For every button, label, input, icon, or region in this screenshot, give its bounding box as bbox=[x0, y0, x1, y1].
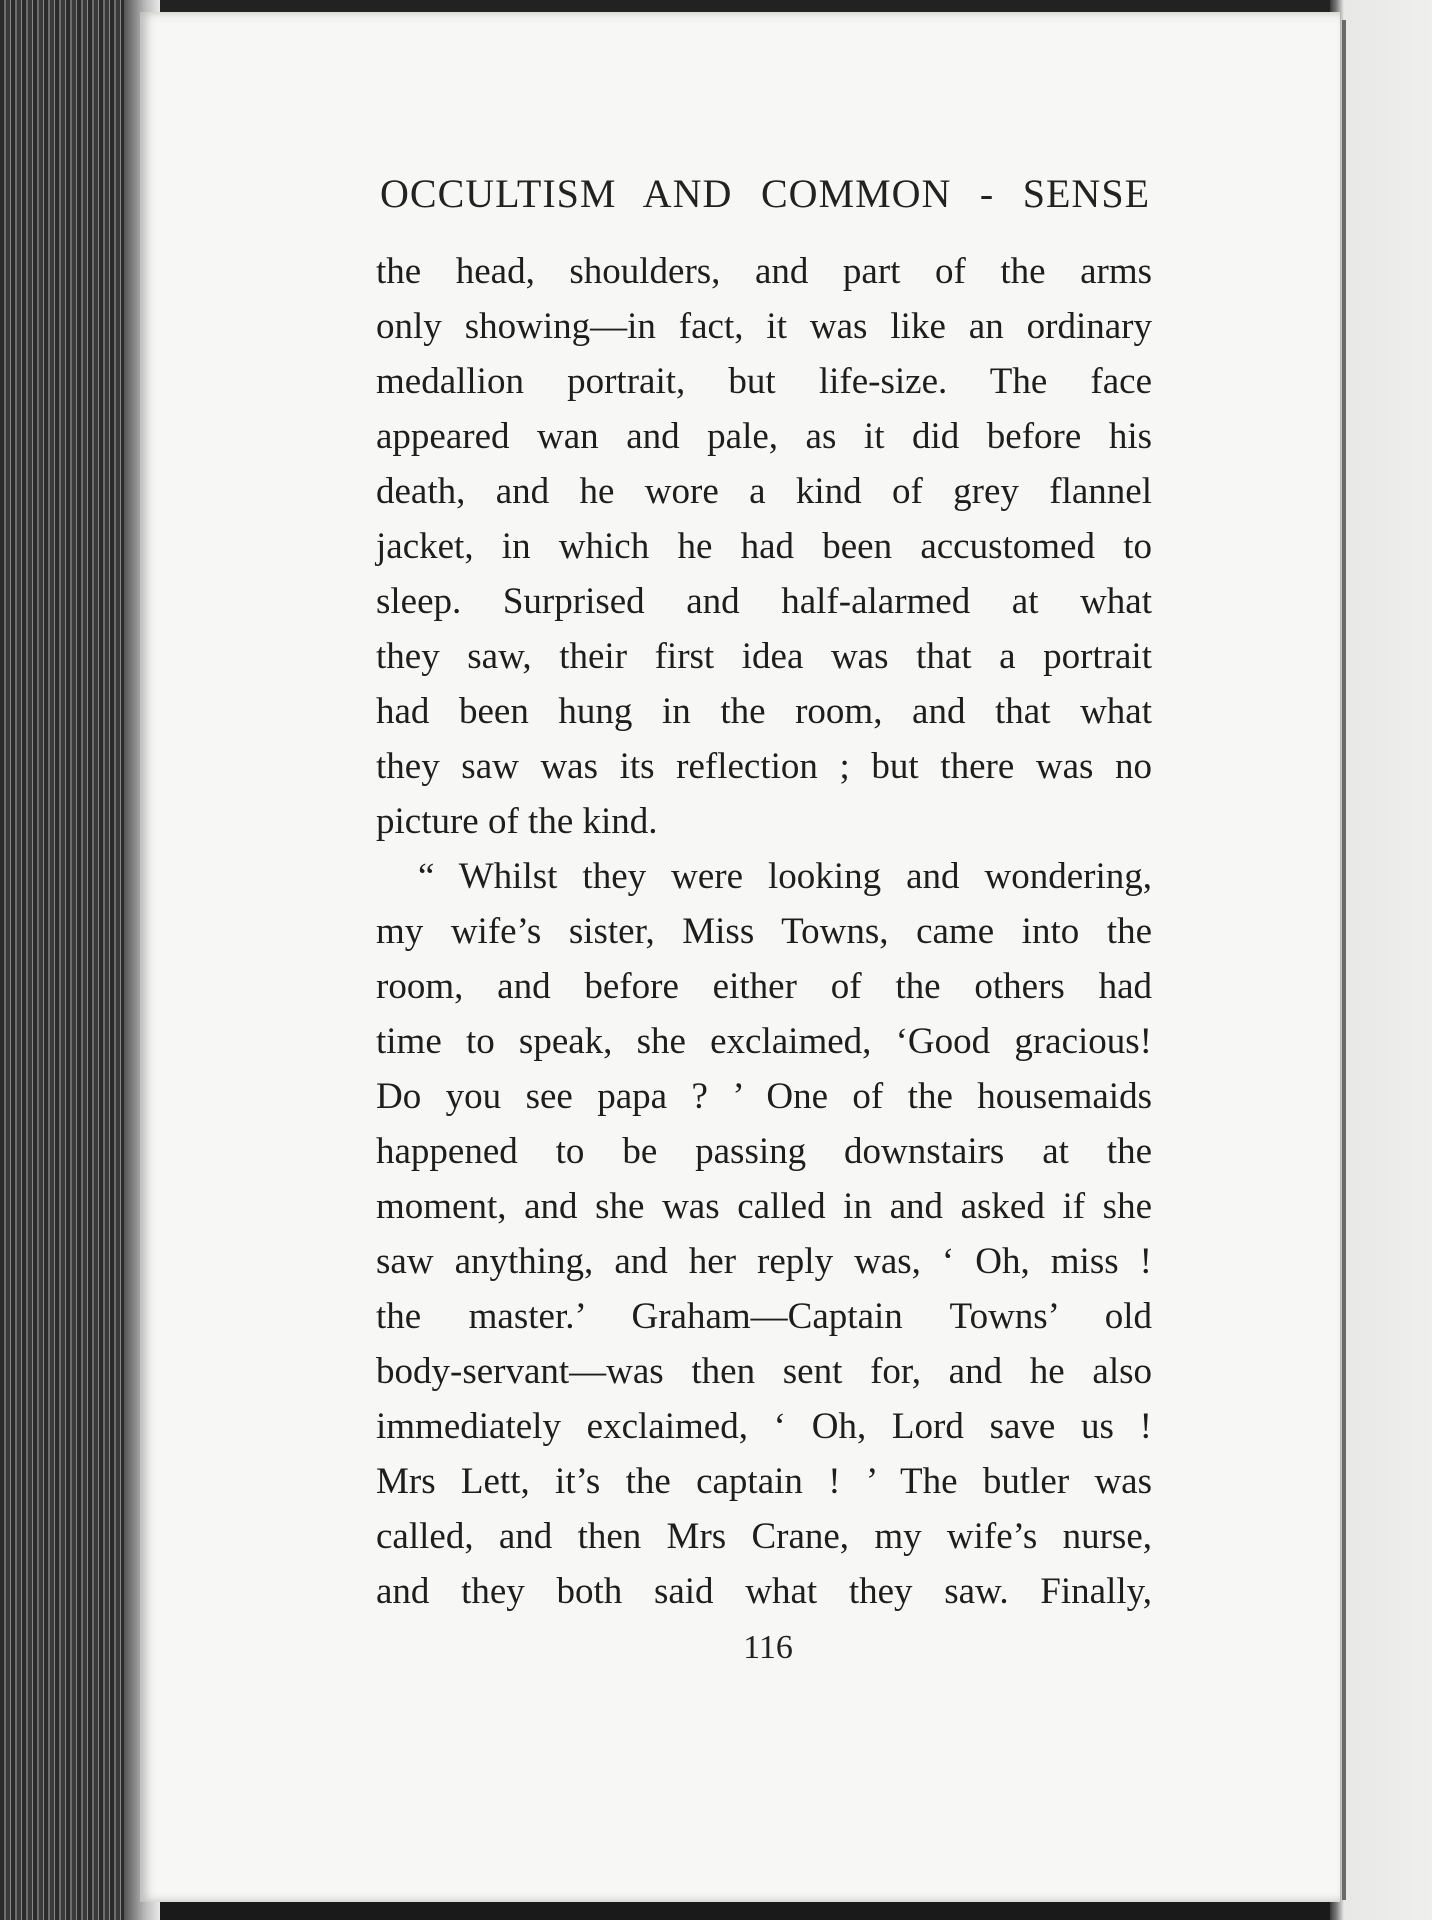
text-line: only showing—in fact, it was like an ordinary bbox=[376, 306, 1152, 347]
text-line: death, and he wore a kind of grey flannel bbox=[376, 471, 1152, 512]
text-line: moment, and she was called in and asked if she bbox=[376, 1186, 1152, 1227]
text-line: “ Whilst they were looking and wondering, bbox=[418, 856, 1152, 897]
text-line: Mrs Lett, it’s the captain ! ’ The butler was bbox=[376, 1461, 1152, 1502]
text-line: my wife’s sister, Miss Towns, came into the bbox=[376, 911, 1152, 952]
text-line: picture of the kind. bbox=[376, 801, 658, 842]
facing-page-edge bbox=[1330, 0, 1432, 1920]
text-line: immediately exclaimed, ‘ Oh, Lord save us ! bbox=[376, 1406, 1152, 1447]
running-head: OCCULTISM AND COMMON - SENSE bbox=[380, 171, 1150, 216]
text-line: called, and then Mrs Crane, my wife’s nurse, bbox=[376, 1516, 1152, 1557]
text-line: happened to be passing downstairs at the bbox=[376, 1131, 1152, 1172]
text-line: appeared wan and pale, as it did before his bbox=[376, 416, 1152, 457]
text-line: Do you see papa ? ’ One of the housemaids bbox=[376, 1076, 1152, 1117]
text-line: they saw was its reflection ; but there was no bbox=[376, 746, 1152, 787]
text-line: they saw, their first idea was that a portrait bbox=[376, 636, 1152, 677]
text-line: sleep. Surprised and half-alarmed at what bbox=[376, 581, 1152, 622]
text-line: and they both said what they saw. Finally, bbox=[376, 1571, 1152, 1612]
text-line: had been hung in the room, and that what bbox=[376, 691, 1152, 732]
paragraph bbox=[376, 849, 1152, 1619]
text-line: the master.’ Graham—Captain Towns’ old bbox=[376, 1296, 1152, 1337]
paragraph bbox=[376, 244, 1152, 849]
text-line: medallion portrait, but life-size. The face bbox=[376, 361, 1152, 402]
text-line: room, and before either of the others had bbox=[376, 966, 1152, 1007]
page-number: 116 bbox=[743, 1629, 793, 1666]
text-line: body-servant—was then sent for, and he also bbox=[376, 1351, 1152, 1392]
text-line: the head, shoulders, and part of the arms bbox=[376, 251, 1152, 292]
page-body bbox=[376, 244, 1152, 1619]
book-page-edges bbox=[0, 0, 160, 1920]
text-line: saw anything, and her reply was, ‘ Oh, miss ! bbox=[376, 1241, 1152, 1282]
text-line: jacket, in which he had been accustomed to bbox=[376, 526, 1152, 567]
text-line: time to speak, she exclaimed, ‘Good gracious! bbox=[376, 1021, 1152, 1062]
